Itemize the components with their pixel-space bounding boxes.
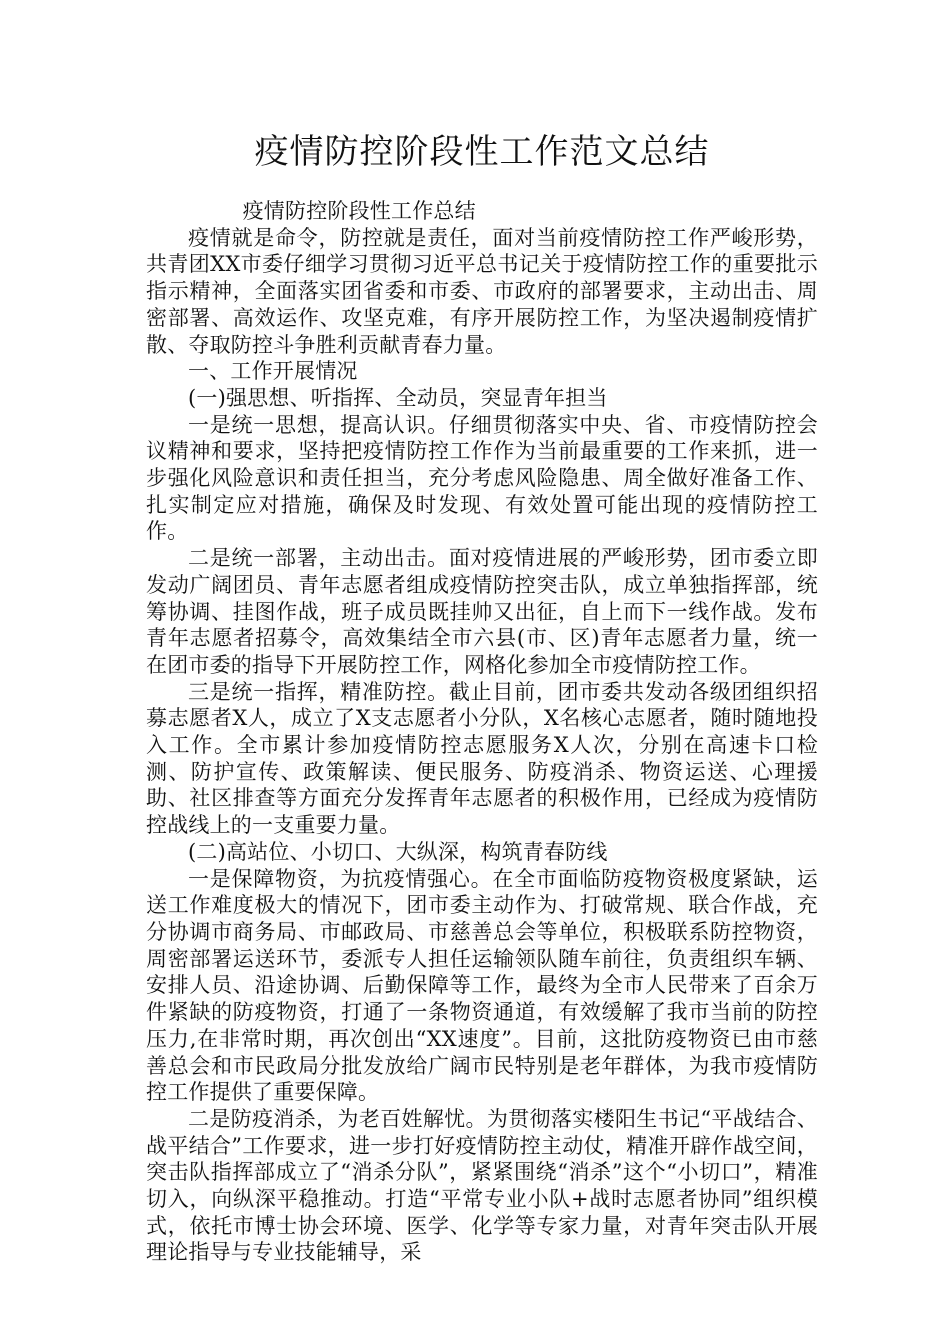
- section-heading-work-status: 一、工作开展情况: [188, 359, 358, 384]
- paragraph-unify-deployment: 二是统一部署，主动出击。面对疫情进展的严峻形势，团市委立即发动广阔团员、青年志愿者组成疫情防控突击队，成立单独指挥部，统筹协调、挂图作战，班子成员既挂帅又出征，自上而下一线作战。发布青年志愿者招募令，高效集结全市六县(市、区)青年志愿者力量，统一在团市委的指导下开展防控工作，网格化参加全市疫情防控工作。: [146, 546, 818, 677]
- document-subtitle: 疫情防控阶段性工作总结: [242, 199, 476, 223]
- subsection-heading-1: (一)强思想、听指挥、全动员，突显青年担当: [188, 385, 608, 410]
- document-title: 疫情防控阶段性工作范文总结: [254, 132, 710, 172]
- paragraph-intro: 疫情就是命令，防控就是责任，面对当前疫情防控工作严峻形势，共青团XX市委仔细学习贯彻习近平总书记关于疫情防控工作的重要批示指示精神，全面落实团省委和市委、市政府的部署要求，主动出击、周密部署、高效运作、攻坚克难，有序开展防控工作，为坚决遏制疫情扩散、夺取防控斗争胜利贡献青春力量。: [146, 225, 818, 357]
- paragraph-unify-command: 三是统一指挥，精准防控。截止目前，团市委共发动各级团组织招募志愿者X人，成立了X支志愿者小分队，X名核心志愿者，随时随地投入工作。全市累计参加疫情防控志愿服务X人次，分别在高速卡口检测、防护宣传、政策解读、便民服务、防疫消杀、物资运送、心理援助、社区排查等方面充分发挥青年志愿者的积极作用，已经成为疫情防控战线上的一支重要力量。: [146, 679, 818, 838]
- paragraph-unify-thinking: 一是统一思想，提高认识。仔细贯彻落实中央、省、市疫情防控会议精神和要求，坚持把疫情防控工作作为当前最重要的工作来抓，进一步强化风险意识和责任担当，充分考虑风险隐患、周全做好准备工作、扎实制定应对措施，确保及时发现、有效处置可能出现的疫情防控工作。: [146, 412, 818, 544]
- paragraph-disinfection: 二是防疫消杀，为老百姓解忧。为贯彻落实楼阳生书记“平战结合、战平结合”工作要求，进一步打好疫情防控主动仗，精准开辟作战空间，突击队指挥部成立了“消杀分队”，紧紧围绕“消杀”这个“小切口”，精准切入，向纵深平稳推动。打造“平常专业小队+战时志愿者协同”组织模式，依托市博士协会环境、医学、化学等专家力量，对青年突击队开展理论指导与专业技能辅导，采: [146, 1106, 818, 1265]
- paragraph-supplies: 一是保障物资，为抗疫情强心。在全市面临防疫物资极度紧缺，运送工作难度极大的情况下，团市委主动作为、打破常规、联合作战，充分协调市商务局、市邮政局、市慈善总会等单位，积极联系防控物资，周密部署运送环节，委派专人担任运输领队随车前往，负责组织车辆、安排人员、沿途协调、后勤保障等工作，最终为全市人民带来了百余万件紧缺的防疫物资，打通了一条物资通道，有效缓解了我市当前的防控压力,在非常时期，再次创出“XX速度”。目前，这批防疫物资已由市慈善总会和市民政局分批发放给广阔市民特别是老年群体，为我市疫情防控工作提供了重要保障。: [146, 866, 818, 1105]
- document-body: [146, 198, 818, 1266]
- subsection-heading-2: (二)高站位、小切口、大纵深，构筑青春防线: [188, 839, 608, 864]
- document-page: [146, 126, 818, 1266]
